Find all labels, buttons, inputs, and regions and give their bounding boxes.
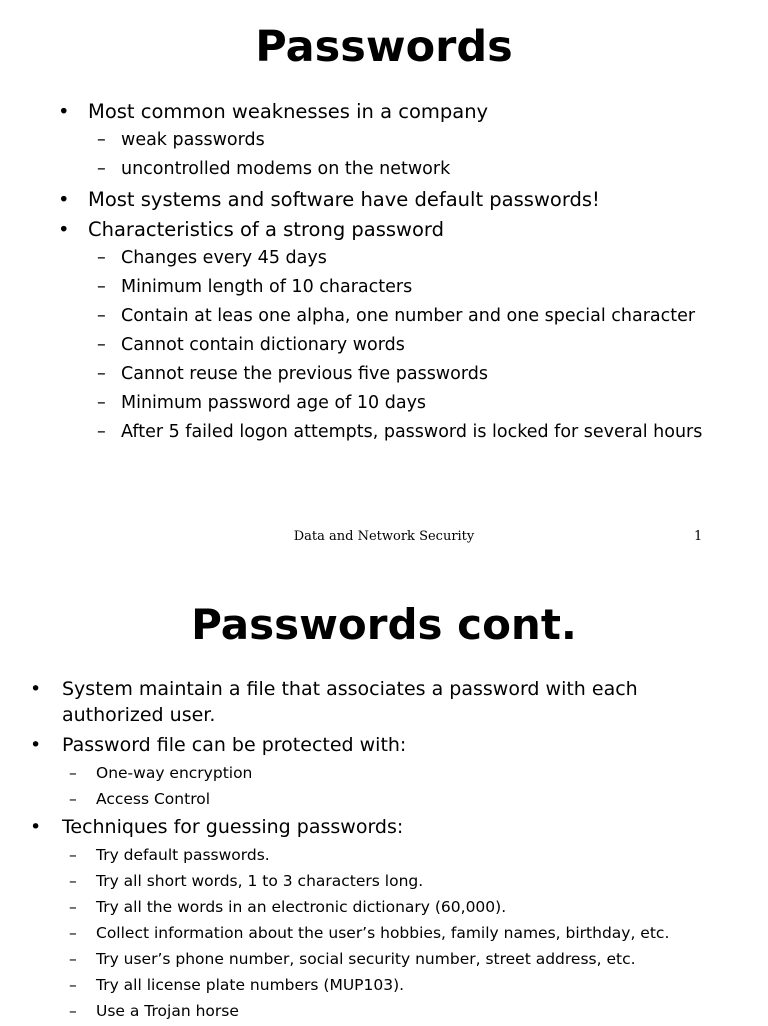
- bullet-text: Password file can be protected with:: [62, 734, 407, 756]
- dash-icon: –: [97, 277, 106, 297]
- dash-icon: –: [97, 248, 106, 268]
- sub-bullet-item: [69, 788, 742, 810]
- slide-2: [0, 560, 768, 1024]
- bullet-item: [58, 98, 728, 126]
- bullet-item: [30, 814, 742, 840]
- sub-bullet-item: [69, 870, 742, 892]
- sub-bullet-item: [97, 333, 728, 357]
- dash-icon: –: [97, 159, 106, 179]
- dash-icon: –: [69, 898, 77, 916]
- bullet-icon: •: [58, 188, 70, 211]
- dash-icon: –: [97, 130, 106, 150]
- sub-bullet-text: Contain at leas one alpha, one number and one special character: [121, 306, 696, 326]
- sub-bullet-text: Access Control: [96, 790, 211, 808]
- sub-bullet-item: [97, 275, 728, 299]
- slide-title: Passwords cont.: [191, 600, 577, 649]
- dash-icon: –: [69, 950, 77, 968]
- sub-bullet-text: Cannot reuse the previous five passwords: [121, 364, 488, 384]
- sub-bullet-item: [69, 844, 742, 866]
- sub-bullet-item: [97, 246, 728, 270]
- bullet-icon: •: [30, 816, 42, 838]
- dash-icon: –: [69, 976, 77, 994]
- sub-bullet-text: Minimum password age of 10 days: [121, 393, 427, 413]
- bullet-text: Characteristics of a strong password: [88, 218, 444, 241]
- sub-bullet-text: Collect information about the user’s hobbies, family names, birthday, etc.: [96, 924, 670, 942]
- dash-icon: –: [69, 846, 77, 864]
- page-number: 1: [694, 529, 703, 544]
- sub-bullet-text: weak passwords: [121, 130, 265, 150]
- sub-bullet-text: Try all the words in an electronic dictionary (60,000).: [96, 898, 507, 916]
- sub-bullet-item: [69, 1000, 742, 1022]
- sub-bullet-list: [69, 762, 742, 810]
- dash-icon: –: [97, 306, 106, 326]
- bullet-text: Most systems and software have default passwords!: [88, 188, 600, 211]
- dash-icon: –: [69, 1002, 77, 1020]
- sub-bullet-item: [97, 304, 728, 328]
- sub-bullet-text: uncontrolled modems on the network: [121, 159, 451, 179]
- sub-bullet-item: [97, 157, 728, 181]
- sub-bullet-text: Try all license plate numbers (MUP103).: [96, 976, 405, 994]
- bullet-item: [58, 216, 728, 244]
- bullet-icon: •: [30, 734, 42, 756]
- dash-icon: –: [97, 393, 106, 413]
- bullet-list: [58, 98, 728, 449]
- sub-bullet-item: [69, 948, 742, 970]
- sub-bullet-text: Use a Trojan horse: [96, 1002, 239, 1020]
- sub-bullet-text: Cannot contain dictionary words: [121, 335, 405, 355]
- dash-icon: –: [69, 790, 77, 808]
- sub-bullet-text: Minimum length of 10 characters: [121, 277, 413, 297]
- sub-bullet-item: [97, 128, 728, 152]
- bullet-list: [30, 676, 742, 1026]
- sub-bullet-item: [97, 391, 728, 415]
- dash-icon: –: [69, 924, 77, 942]
- sub-bullet-text: Changes every 45 days: [121, 248, 327, 268]
- dash-icon: –: [69, 872, 77, 890]
- sub-bullet-item: [97, 362, 728, 386]
- bullet-item: [58, 186, 728, 214]
- slide-title: Passwords: [255, 22, 513, 72]
- bullet-item: [30, 732, 742, 758]
- dash-icon: –: [97, 422, 106, 442]
- sub-bullet-item: [69, 974, 742, 996]
- sub-bullet-text: One-way encryption: [96, 764, 253, 782]
- sub-bullet-list: [69, 844, 742, 1022]
- sub-bullet-item: [69, 922, 742, 944]
- dash-icon: –: [97, 335, 106, 355]
- dash-icon: –: [97, 364, 106, 384]
- bullet-text: Most common weaknesses in a company: [88, 100, 489, 123]
- sub-bullet-item: [97, 420, 728, 444]
- slide-footer: Data and Network Security: [293, 529, 475, 544]
- sub-bullet-item: [69, 762, 742, 784]
- bullet-text: Techniques for guessing passwords:: [62, 816, 404, 838]
- sub-bullet-text: Try user’s phone number, social security number, street address, etc.: [96, 950, 636, 968]
- bullet-text: System maintain a file that associates a password with each authorized user.: [62, 678, 638, 726]
- sub-bullet-text: Try all short words, 1 to 3 characters long.: [96, 872, 424, 890]
- sub-bullet-text: After 5 failed logon attempts, password is locked for several hours: [121, 422, 703, 442]
- bullet-icon: •: [58, 218, 70, 241]
- bullet-icon: •: [30, 678, 42, 700]
- bullet-icon: •: [58, 100, 70, 123]
- sub-bullet-list: [97, 246, 728, 444]
- dash-icon: –: [69, 764, 77, 782]
- bullet-item: [30, 676, 742, 728]
- sub-bullet-list: [97, 128, 728, 181]
- sub-bullet-text: Try default passwords.: [96, 846, 270, 864]
- sub-bullet-item: [69, 896, 742, 918]
